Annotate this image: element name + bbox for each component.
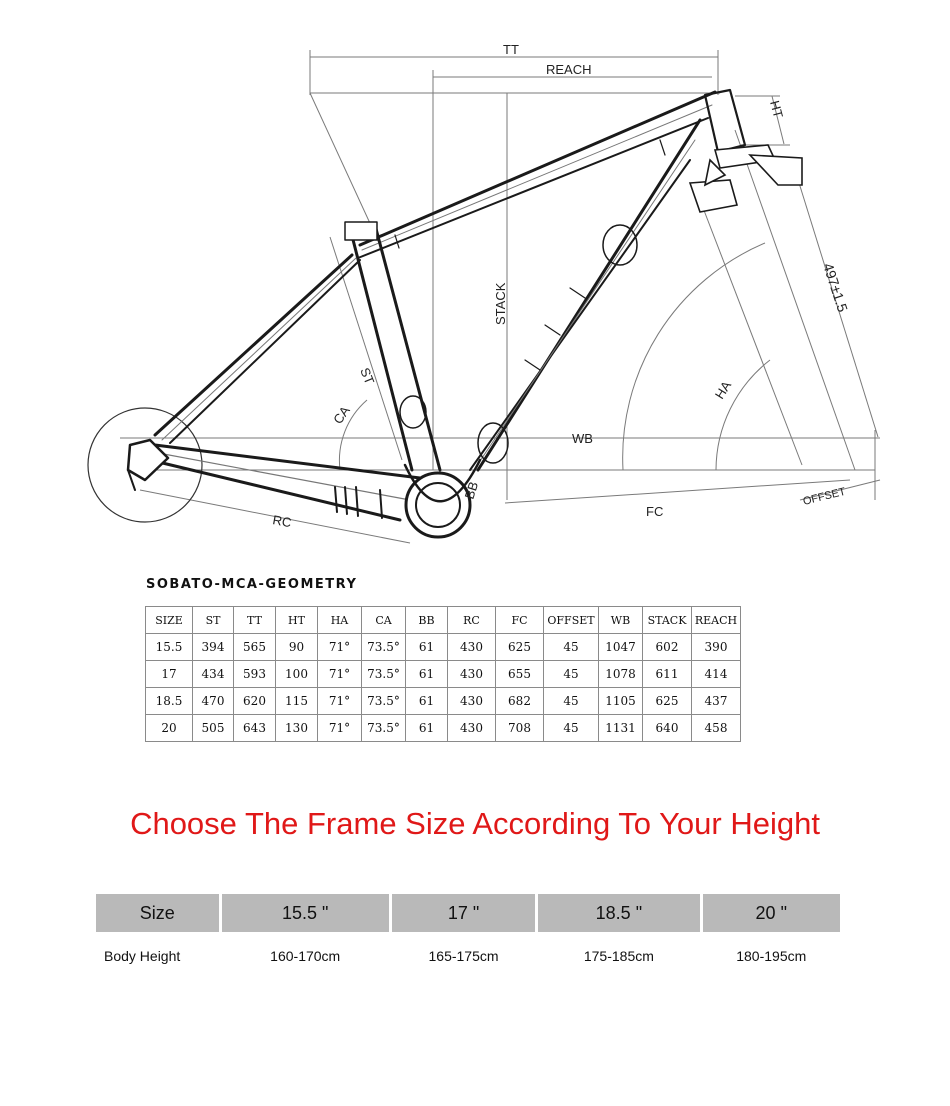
- table-cell: 430: [448, 688, 496, 715]
- table-cell: 71°: [318, 634, 362, 661]
- geometry-col-header: STACK: [643, 607, 692, 634]
- table-cell: 1131: [599, 715, 643, 742]
- size-15-5: 15.5 ": [220, 893, 390, 934]
- table-cell: 458: [692, 715, 741, 742]
- height-18-5: 175-185cm: [537, 934, 701, 979]
- table-cell: 71°: [318, 661, 362, 688]
- table-cell: 593: [234, 661, 276, 688]
- table-cell: 1105: [599, 688, 643, 715]
- height-17: 165-175cm: [390, 934, 536, 979]
- table-cell: 682: [496, 688, 544, 715]
- geometry-col-header: REACH: [692, 607, 741, 634]
- table-cell: 625: [643, 688, 692, 715]
- dim-label-bb: BB: [461, 479, 482, 501]
- table-cell: 73.5°: [362, 715, 406, 742]
- table-cell: 71°: [318, 715, 362, 742]
- table-cell: 640: [643, 715, 692, 742]
- table-cell: 15.5: [146, 634, 193, 661]
- geometry-col-header: FC: [496, 607, 544, 634]
- dim-label-offset: OFFSET: [801, 485, 847, 508]
- geometry-col-header: OFFSET: [544, 607, 599, 634]
- table-cell: 45: [544, 661, 599, 688]
- geometry-col-header: RC: [448, 607, 496, 634]
- table-cell: 390: [692, 634, 741, 661]
- dim-label-rc: RC: [271, 512, 293, 531]
- size-label: Size: [95, 893, 221, 934]
- dim-label-wb: WB: [572, 431, 593, 446]
- table-cell: 565: [234, 634, 276, 661]
- size-guide-headline: Choose The Frame Size According To Your Height: [130, 806, 820, 841]
- table-cell: 73.5°: [362, 688, 406, 715]
- table-cell: 90: [276, 634, 318, 661]
- dim-label-ca: CA: [330, 403, 353, 427]
- table-cell: 505: [193, 715, 234, 742]
- geometry-col-header: HT: [276, 607, 318, 634]
- table-cell: 45: [544, 634, 599, 661]
- table-cell: 611: [643, 661, 692, 688]
- dim-label-ha: HA: [711, 378, 735, 402]
- dim-label-ht: HT: [767, 98, 787, 120]
- table-cell: 45: [544, 688, 599, 715]
- table-cell: 655: [496, 661, 544, 688]
- dim-label-reach: REACH: [546, 62, 592, 77]
- size-18-5: 18.5 ": [537, 893, 701, 934]
- geometry-title: SOBATO-MCA-GEOMETRY: [146, 577, 358, 592]
- height-20: 180-195cm: [701, 934, 841, 979]
- table-cell: 434: [193, 661, 234, 688]
- geometry-col-header: BB: [406, 607, 448, 634]
- geometry-col-header: HA: [318, 607, 362, 634]
- body-height-label: Body Height: [95, 934, 221, 979]
- table-cell: 61: [406, 715, 448, 742]
- table-row: [146, 634, 741, 661]
- size-guide-height-row: [95, 934, 842, 979]
- dim-label-stack: STACK: [493, 282, 508, 325]
- size-17: 17 ": [390, 893, 536, 934]
- table-cell: 71°: [318, 688, 362, 715]
- table-cell: 20: [146, 715, 193, 742]
- table-cell: 61: [406, 688, 448, 715]
- table-cell: 1078: [599, 661, 643, 688]
- dim-label-fc: FC: [646, 504, 664, 519]
- geometry-col-header: ST: [193, 607, 234, 634]
- table-cell: 100: [276, 661, 318, 688]
- geometry-col-header: CA: [362, 607, 406, 634]
- geometry-table-header: [146, 607, 741, 634]
- table-cell: 73.5°: [362, 661, 406, 688]
- table-cell: 18.5: [146, 688, 193, 715]
- table-cell: 470: [193, 688, 234, 715]
- table-cell: 708: [496, 715, 544, 742]
- height-15-5: 160-170cm: [220, 934, 390, 979]
- table-cell: 394: [193, 634, 234, 661]
- table-cell: 73.5°: [362, 634, 406, 661]
- geometry-col-header: TT: [234, 607, 276, 634]
- table-row: [146, 715, 741, 742]
- table-cell: 430: [448, 634, 496, 661]
- geometry-col-header: WB: [599, 607, 643, 634]
- table-row: [146, 661, 741, 688]
- table-cell: 61: [406, 661, 448, 688]
- table-cell: 45: [544, 715, 599, 742]
- table-cell: 130: [276, 715, 318, 742]
- size-guide-table: [93, 891, 843, 980]
- geometry-table: [145, 606, 741, 742]
- geometry-col-header: SIZE: [146, 607, 193, 634]
- table-cell: 1047: [599, 634, 643, 661]
- table-cell: 61: [406, 634, 448, 661]
- table-cell: 430: [448, 715, 496, 742]
- table-cell: 620: [234, 688, 276, 715]
- size-20: 20 ": [701, 893, 841, 934]
- table-cell: 414: [692, 661, 741, 688]
- dim-label-tt: TT: [503, 42, 519, 57]
- table-cell: 430: [448, 661, 496, 688]
- table-cell: 115: [276, 688, 318, 715]
- table-cell: 625: [496, 634, 544, 661]
- dim-label-st: ST: [357, 365, 378, 387]
- table-cell: 17: [146, 661, 193, 688]
- table-cell: 602: [643, 634, 692, 661]
- size-guide-header-row: [95, 893, 842, 934]
- dim-label-fork-length: 497±1.5: [820, 260, 851, 314]
- table-cell: 437: [692, 688, 741, 715]
- table-row: [146, 688, 741, 715]
- table-cell: 643: [234, 715, 276, 742]
